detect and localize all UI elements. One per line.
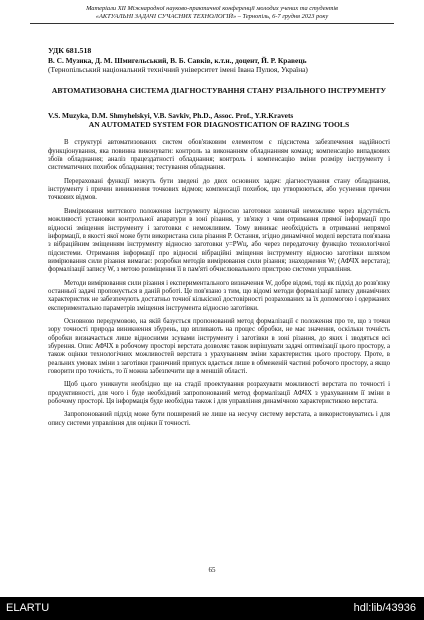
paragraph-4: Методи вимірювання сили різання і експериментального визначення W, добре відомі, тоді як підхід до розв'язку останньої задачі пропонується в даній роботі. Це пов'язано з тим, що відомі методи формалізації запису динамічних характеристик не забезпечують достатньо точної кількісної достовірності розрахованих за їх допомогою і одержаних експериментально параметрів зміщення інструмента відносно заготівки. — [48, 279, 390, 312]
page-number: 65 — [208, 566, 216, 574]
affiliation: (Тернопільський національний технічний університет імені Івана Пулюя, Україна) — [48, 65, 308, 74]
udk-code: УДК 681.518 — [48, 46, 92, 55]
running-header-line-2: «АКТУАЛЬНІ ЗАДАЧІ СУЧАСНИХ ТЕХНОЛОГІЙ» – Тернопіль, 6-7 грудня 2023 року — [95, 13, 329, 21]
paragraph-7: Запропонований підхід може бути поширений не лише на несучу систему верстата, а використовуватись і для опису системи управління для оцінки її точності. — [48, 411, 390, 427]
article-body — [48, 46, 390, 428]
handle-link[interactable]: hdl:lib/43936 — [353, 602, 416, 614]
paragraph-2: Перераховані функції можуть бути зведені до двох основних задач: діагностування стану обладнання, інструменту і причин виникнення точкових відмов; компенсації похибок, що утворюються, або усунення причин точкових відмов. — [48, 177, 390, 202]
paragraph-1: В структурі автоматизованих систем обов'язковим елементом є підсистема забезпечення надійності функціонування, яка повинна виконувати: контроль за виконанням обладнанням команд; компенсацію випадкових збоїв обладнання; аналіз працездатності обладнання; контроль і компенсацію зміни розміру інструменту і систематичних похибок обладнання; тестування обладнання. — [48, 139, 390, 172]
authors-en: V.S. Muzyka, D.M. Shmyhelskyi, V.B. Savkiv, Ph.D., Assoc. Prof., Y.R.Kravets — [48, 111, 294, 121]
paragraph-5: Основною передумовою, на якій базується пропонований метод формалізації є положення про те, що з точки зору точності природа виникнення збурень, що впливають на процес обробки, не має значення, оскільки точність обробки визначається лише відносними зсувами інструменту і заготівки в зоні різання, до яких і зводяться всі збурення. Опис АФЧХ в робочому просторі верстата дозволяє також вирішувати задачі оптимізації цього простору, а також оцінки технологічних можливостей верстата з урахуванням зміни характеристик цього простору. Проте, в реальних умовах зміни з заготівки граничний припуск вдається лише в обмеженій частині робочого простору, а якщо говорити про точність, то її можна забезпечити ще в меншій області. — [48, 317, 390, 375]
title-ua: АВТОМАТИЗОВАНА СИСТЕМА ДІАГНОСТУВАННЯ СТАНУ РІЗАЛЬНОГО ІНСТРУМЕНТУ — [51, 86, 387, 95]
running-header — [30, 5, 394, 24]
running-header-line-1: Матеріали XII Міжнародної науково-практичної конференції молодих учених та студентів — [86, 5, 338, 12]
title-en: AN AUTOMATED SYSTEM FOR DIAGNOSTICATION OF RAZING TOOLS — [88, 120, 350, 130]
repository-footer — [0, 597, 424, 620]
paragraph-6: Щоб цього уникнути необхідно ще на стадії проектування розрахувати можливості верстата по точності і продуктивності, для чого і буде необхідний запропонований метод формалізації АФЧХ з урахуванням її зміни в робочому просторі. Ця інформація буде необхідна також і для управління динамічною характеристикою верстата. — [48, 381, 390, 406]
paragraph-3: Вимірювання миттєвого положення інструменту відносно заготовки зазвичай неможливе через відсутність можливості установки контрольної апаратури в зоні різання, у зв'язку з чим отримання прямої інформації про відносні зміщення інструменту і заготовки є неможливим. Тому виникає необхідність в отриманні непрямої інформації, в якості якої може бути використана сила різання P. Остання, згідно динамічної моделі верстата пов'язана з вібраційним зміщенням інструменту відносно заготовки y=PWц, або через передаточну функцію технологічної підсистеми. Отримання інформації про відносні вібраційні зміщення інструменту відносно заготівки шляхом вимірювання сили різання вимагає: розробки методів вимірювання сили різання; знаходження W; (АФЧХ верстата); формалізації запису W, з метою розміщення її в пам'яті обчислювального пристрою системи управління. — [48, 207, 390, 274]
authors-ua: В. С. Музика, Д. М. Шмигельський, В. Б. Савків, к.т.н., доцент, Й. Р. Кравець — [48, 56, 307, 65]
repository-label: ELARTU — [6, 602, 50, 614]
